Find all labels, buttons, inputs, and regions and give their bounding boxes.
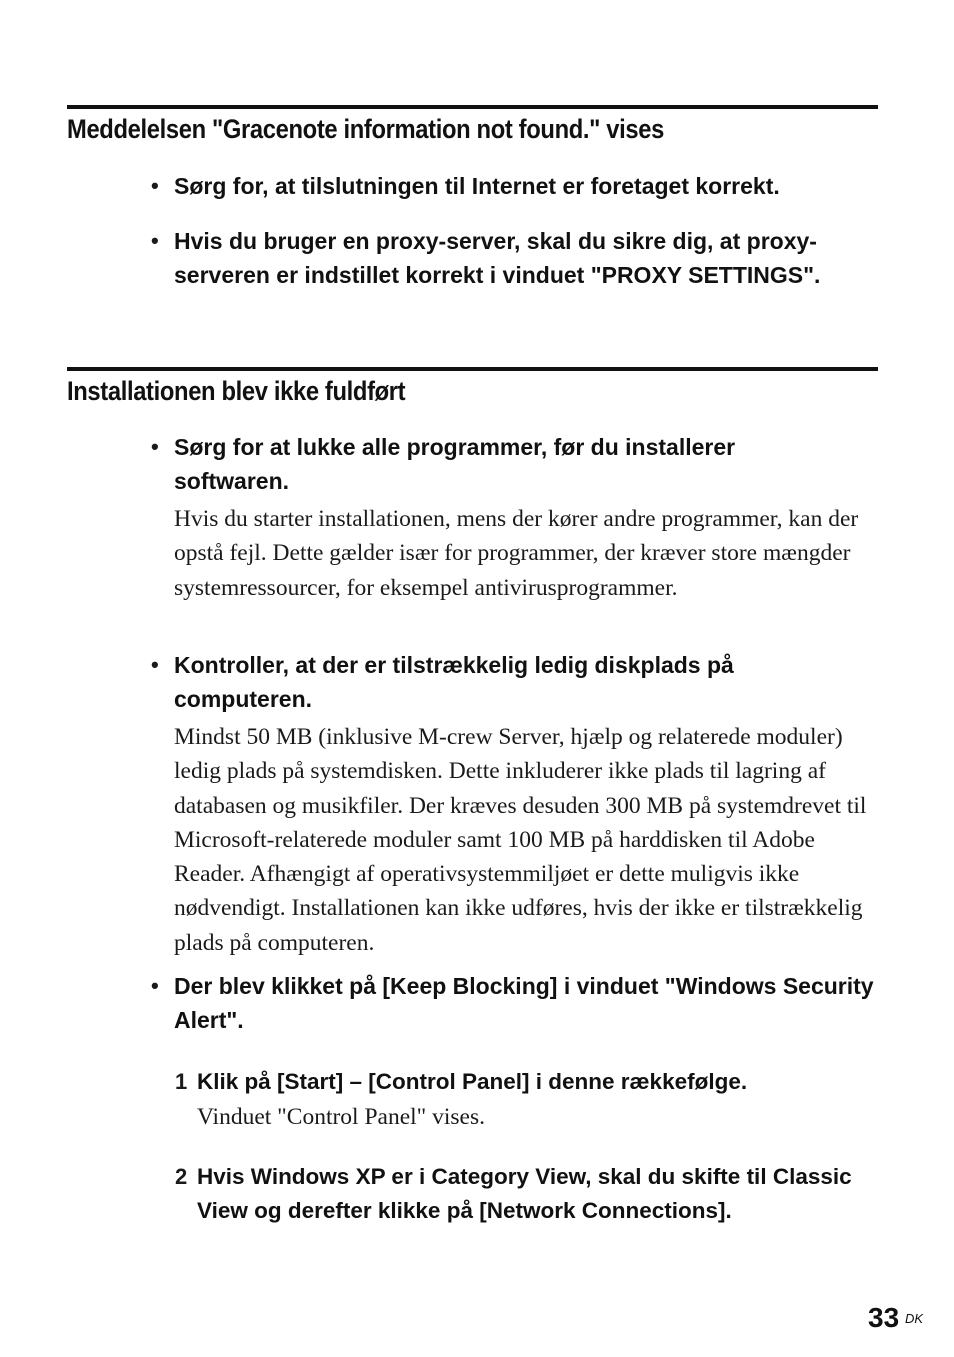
step-text: Klik på [Start] – [Control Panel] i denne rækkefølge. — [197, 1069, 748, 1094]
bullet-body: Mindst 50 MB (inklusive M-crew Server, hjælp og relaterede moduler) ledig plads på systemdisken. Dette inkluderer ikke plads til lagring af databasen og musikfiler. Der kræves desuden 300 MB på systemdrevet til Microsoft-relaterede moduler samt 100 MB på harddisken til Adobe Reader. Afhængigt af operativsystemmiljøet er dette muligvis ikke nødvendigt. Installationen kan ikke udføres, hvis der ikke er tilstrækkelig plads på computeren. — [174, 724, 867, 956]
section-heading-gracenote: Meddelelsen "Gracenote information not found." vises — [67, 114, 664, 144]
step-number: 1 — [175, 1069, 188, 1094]
bullet-icon: • — [151, 973, 159, 998]
bullet-text: Sørg for, at tilslutningen til Internet er foretaget korrekt. — [174, 173, 780, 199]
bullet-text: Hvis du bruger en proxy-server, skal du sikre dig, at proxy-serveren er indstillet korrekt i vinduet "PROXY SETTINGS". — [174, 228, 821, 288]
section-divider — [67, 367, 878, 371]
section-heading-installation: Installationen blev ikke fuldført — [67, 376, 406, 406]
section-divider — [67, 105, 878, 109]
bullet-body: Hvis du starter installationen, mens der kører andre programmer, kan der opstå fejl. Dette gælder især for programmer, der kræver store mængder systemressourcer, for eksempel antivirusprogrammer. — [174, 506, 859, 601]
bullet-icon: • — [151, 173, 159, 198]
step-body: Vinduet "Control Panel" vises. — [197, 1104, 486, 1130]
page-number: 33 — [868, 1302, 900, 1333]
bullet-icon: • — [151, 228, 159, 253]
bullet-title: Der blev klikket på [Keep Blocking] i vinduet "Windows Security Alert". — [174, 973, 874, 1033]
bullet-title: Sørg for at lukke alle programmer, før du installerer softwaren. — [174, 434, 736, 494]
page-language-suffix: DK — [905, 1311, 924, 1326]
bullet-title: Kontroller, at der er tilstrækkelig ledig diskplads på computeren. — [174, 652, 734, 712]
bullet-icon: • — [151, 652, 159, 677]
step-number: 2 — [175, 1164, 188, 1189]
bullet-icon: • — [151, 434, 159, 459]
step-text: Hvis Windows XP er i Category View, skal du skifte til Classic View og derefter klikke på [Network Connections]. — [197, 1164, 852, 1223]
